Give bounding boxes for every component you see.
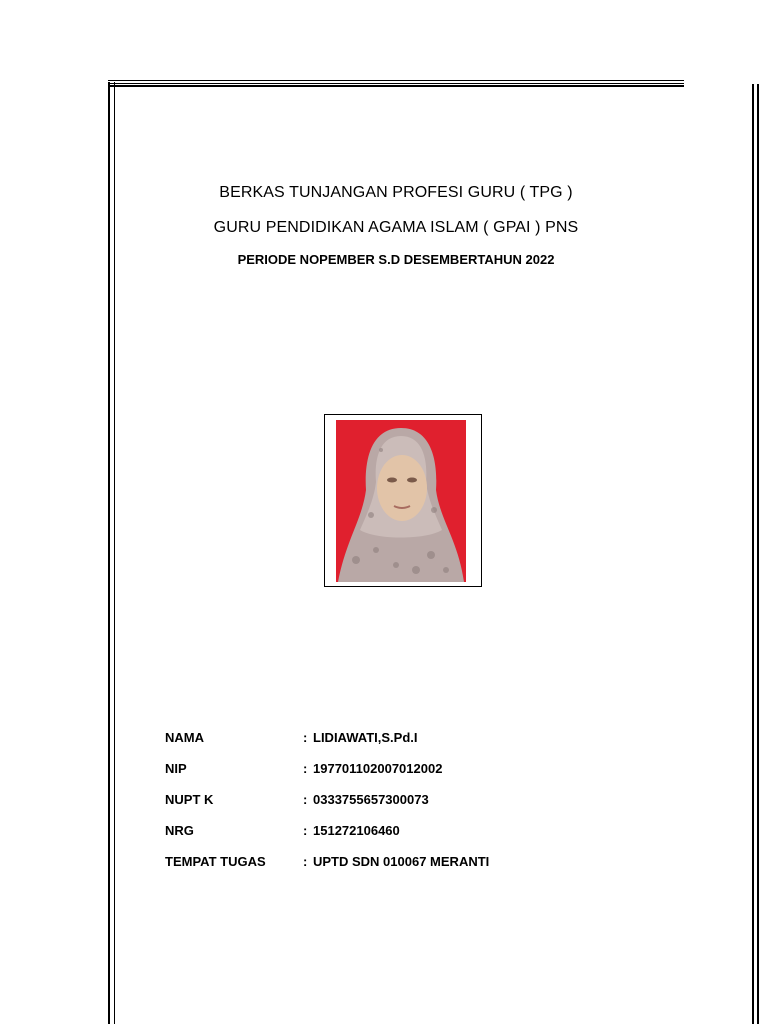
info-value: UPTD SDN 010067 MERANTI [313,854,490,869]
info-label: NUPT K [165,792,214,807]
page-border-right [752,84,759,1024]
info-label: NAMA [165,730,204,745]
document-title: BERKAS TUNJANGAN PROFESI GURU ( TPG ) [219,184,573,201]
info-row-tempat-tugas: TEMPAT TUGAS : UPTD SDN 010067 MERANTI [165,854,490,869]
document-period: PERIODE NOPEMBER S.D DESEMBERTAHUN 2022 [237,252,555,267]
info-row-nip: NIP : 197701102007012002 [165,761,443,776]
info-value: 197701102007012002 [313,761,443,776]
page-border-left [108,82,115,1024]
info-value: LIDIAWATI,S.Pd.I [313,730,418,745]
portrait-illustration [336,420,466,582]
info-value: 151272106460 [313,823,400,838]
info-label: NIP [165,761,187,776]
info-value: 0333755657300073 [313,792,429,807]
info-row-nama: NAMA : LIDIAWATI,S.Pd.I [165,730,418,745]
portrait-photo [336,420,466,582]
info-row-nrg: NRG : 151272106460 [165,823,400,838]
info-label: TEMPAT TUGAS [165,854,266,869]
teacher-info [165,722,489,877]
photo-frame [324,414,482,587]
info-label: NRG [165,823,194,838]
document-subtitle: GURU PENDIDIKAN AGAMA ISLAM ( GPAI ) PNS [213,219,579,236]
page-border-top [108,80,684,87]
info-row-nuptk: NUPT K : 0333755657300073 [165,792,429,807]
